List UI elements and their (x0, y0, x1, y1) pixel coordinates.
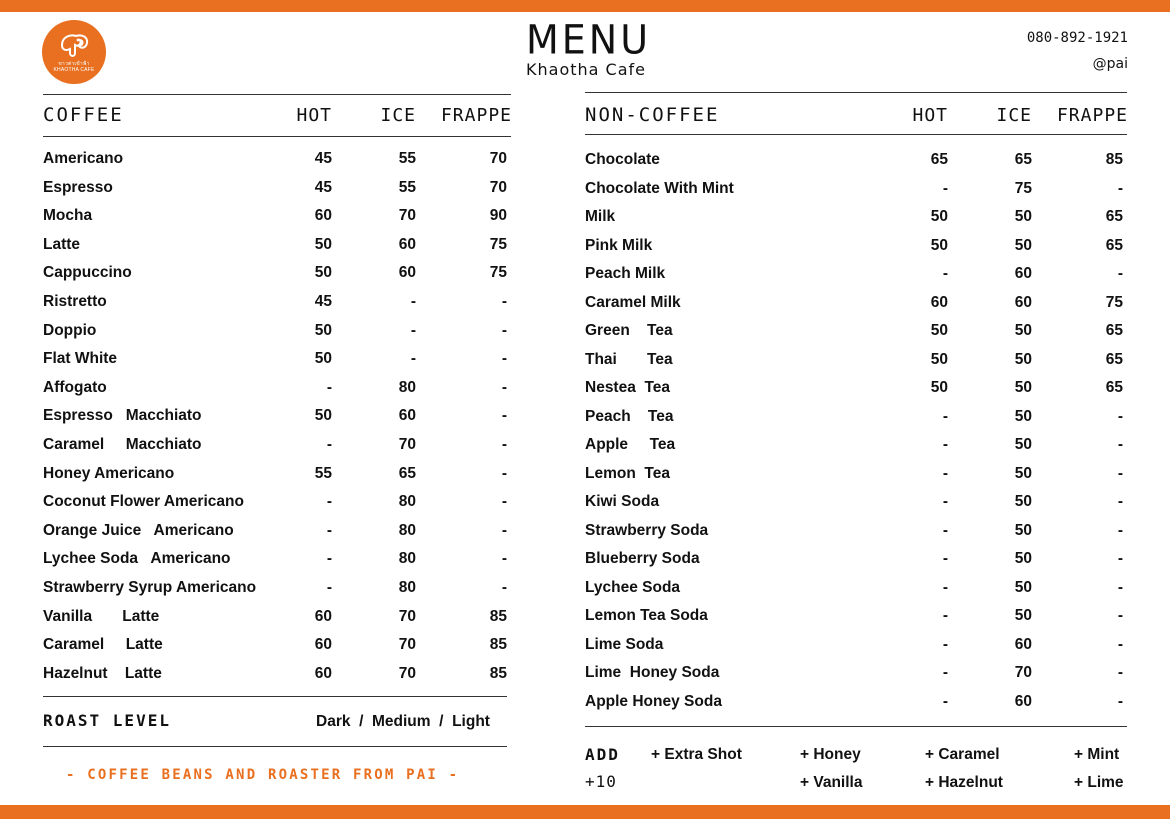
item-name: Orange Juice Americano (43, 521, 234, 539)
price-ice: 70 (398, 436, 416, 453)
price-frappe: 75 (1105, 293, 1123, 311)
addon-honey: + Honey (800, 746, 861, 763)
item-name: Thai Tea (585, 350, 673, 368)
price-frappe: - (1117, 578, 1123, 596)
item-name: Lychee Soda Americano (43, 550, 231, 568)
cafe-name: Khaotha Cafe (526, 60, 646, 79)
menu-item-row (43, 550, 513, 570)
price-ice: 50 (1014, 407, 1032, 425)
item-name: Apple Tea (585, 436, 676, 453)
price-frappe: 65 (1105, 379, 1123, 396)
menu-item-row (585, 151, 1125, 171)
item-name: Chocolate With Mint (585, 179, 734, 197)
menu-item-row (43, 150, 513, 170)
price-frappe: - (1117, 521, 1123, 539)
item-name: Lemon Tea (585, 464, 670, 482)
price-ice: - (410, 321, 416, 339)
price-ice: 75 (1014, 179, 1032, 197)
price-hot: 60 (314, 207, 332, 225)
item-name: Caramel Milk (585, 293, 681, 311)
price-hot: 60 (314, 664, 332, 682)
price-hot: - (326, 521, 332, 539)
price-ice: 60 (398, 235, 416, 253)
price-frappe: - (1117, 635, 1123, 653)
menu-item-row (585, 379, 1125, 399)
item-name: Lemon Tea Soda (585, 607, 708, 624)
price-frappe: - (501, 464, 507, 482)
price-frappe: - (1117, 664, 1123, 681)
top-accent-bar (0, 0, 1170, 12)
price-ice: 50 (1014, 578, 1032, 596)
price-ice: 80 (398, 579, 416, 596)
menu-item-row (585, 522, 1125, 542)
price-hot: - (942, 179, 948, 197)
coffee-heading: COFFEE (43, 104, 124, 126)
roast-bottom-rule (43, 746, 507, 747)
price-hot: 60 (314, 607, 332, 625)
item-name: Doppio (43, 321, 97, 339)
price-hot: 50 (930, 208, 948, 225)
item-name: Chocolate (585, 151, 660, 168)
price-hot: 50 (930, 236, 948, 254)
price-frappe: - (501, 293, 507, 310)
menu-item-row (585, 237, 1125, 257)
price-frappe: - (501, 550, 507, 568)
price-ice: 50 (1014, 379, 1032, 396)
price-hot: - (326, 550, 332, 568)
addon-caramel: + Caramel (925, 746, 1000, 763)
price-hot: - (326, 579, 332, 596)
price-frappe: - (501, 436, 507, 453)
item-name: Espresso Macchiato (43, 407, 202, 425)
price-ice: 50 (1014, 493, 1032, 510)
price-hot: 55 (314, 464, 332, 482)
price-frappe: 70 (489, 178, 507, 196)
item-name: Green Tea (585, 322, 673, 339)
price-ice: 65 (1014, 151, 1032, 168)
menu-item-row (43, 493, 513, 513)
price-ice: 80 (398, 550, 416, 568)
menu-item-row (43, 436, 513, 456)
menu-item-row (585, 265, 1125, 285)
price-ice: 55 (398, 150, 416, 167)
price-hot: 60 (314, 636, 332, 654)
noncoffee-col-ice: ICE (996, 105, 1032, 126)
price-frappe: - (501, 350, 507, 368)
price-frappe: - (501, 521, 507, 539)
price-ice: 60 (1014, 692, 1032, 710)
menu-item-row (585, 436, 1125, 456)
item-name: Lychee Soda (585, 578, 681, 596)
logo-subtext: KHAOTHA CAFE (53, 67, 95, 73)
price-ice: - (410, 350, 416, 368)
price-hot: 50 (930, 379, 948, 396)
logo-text: ขาวต่าเข้าฟ้า (58, 61, 90, 67)
menu-item-row (585, 607, 1125, 627)
menu-item-row (43, 608, 513, 628)
price-hot: - (942, 692, 948, 710)
roast-level-label: ROAST LEVEL (43, 711, 171, 730)
noncoffee-top-rule (585, 92, 1127, 93)
menu-item-row (43, 207, 513, 227)
item-name: Strawberry Syrup Americano (43, 579, 257, 596)
item-name: Strawberry Soda (585, 521, 709, 539)
item-name: Hazelnut Latte (43, 664, 162, 682)
price-frappe: - (1117, 464, 1123, 482)
price-hot: - (942, 607, 948, 624)
price-frappe: - (1117, 436, 1123, 453)
price-frappe: 75 (489, 235, 507, 253)
price-frappe: 70 (489, 150, 507, 167)
noncoffee-col-hot: HOT (912, 105, 948, 126)
price-hot: 50 (314, 350, 332, 368)
price-ice: 60 (398, 264, 416, 282)
item-name: Vanilla Latte (43, 607, 160, 625)
menu-item-row (585, 664, 1125, 684)
price-ice: 70 (398, 207, 416, 225)
roast-level-options: Dark / Medium / Light (316, 713, 490, 730)
price-ice: 70 (398, 664, 416, 682)
item-name: Pink Milk (585, 236, 653, 254)
menu-item-row (585, 322, 1125, 342)
addon-hazelnut: + Hazelnut (925, 774, 1003, 791)
menu-item-row (43, 522, 513, 542)
price-hot: 50 (314, 264, 332, 282)
price-ice: 50 (1014, 236, 1032, 254)
price-ice: 50 (1014, 322, 1032, 339)
coffee-col-hot: HOT (296, 105, 332, 126)
phone-number: 080-892-1921 (1026, 30, 1128, 46)
cafe-logo (42, 20, 106, 84)
item-name: Peach Milk (585, 265, 666, 282)
price-hot: - (942, 493, 948, 510)
price-hot: 50 (314, 235, 332, 253)
coffee-header-rule (43, 136, 511, 137)
item-name: Flat White (43, 350, 118, 368)
item-name: Nestea Tea (585, 379, 671, 396)
menu-item-row (585, 579, 1125, 599)
price-hot: - (326, 436, 332, 453)
item-name: Lime Honey Soda (585, 664, 720, 681)
price-frappe: 75 (489, 264, 507, 282)
noncoffee-col-frappe: FRAPPE (1056, 105, 1128, 126)
item-name: Milk (585, 208, 616, 225)
addon-lime: + Lime (1074, 774, 1124, 791)
item-name: Blueberry Soda (585, 550, 700, 567)
addon-vanilla: + Vanilla (800, 774, 863, 791)
price-hot: - (942, 436, 948, 453)
bottom-accent-bar (0, 805, 1170, 819)
price-hot: 45 (314, 178, 332, 196)
price-frappe: 65 (1105, 350, 1123, 368)
item-name: Lime Soda (585, 635, 664, 653)
price-frappe: - (501, 579, 507, 596)
menu-item-row (43, 636, 513, 656)
price-ice: 60 (398, 407, 416, 425)
coffee-col-frappe: FRAPPE (440, 105, 512, 126)
price-ice: 50 (1014, 550, 1032, 567)
price-hot: - (942, 578, 948, 596)
price-hot: - (942, 550, 948, 567)
price-frappe: - (1117, 692, 1123, 710)
price-ice: 50 (1014, 208, 1032, 225)
coffee-top-rule (43, 94, 511, 95)
price-frappe: 65 (1105, 236, 1123, 254)
price-frappe: - (1117, 179, 1123, 197)
menu-item-row (43, 322, 513, 342)
price-ice: 50 (1014, 350, 1032, 368)
item-name: Americano (43, 150, 124, 167)
beans-note: - COFFEE BEANS AND ROASTER FROM PAI - (66, 767, 460, 783)
item-name: Affogato (43, 378, 107, 396)
price-ice: 55 (398, 178, 416, 196)
menu-item-row (43, 407, 513, 427)
price-hot: - (942, 265, 948, 282)
price-frappe: 85 (1105, 151, 1123, 168)
roast-top-rule (43, 696, 507, 697)
price-ice: 70 (1014, 664, 1032, 681)
price-frappe: - (501, 493, 507, 511)
menu-item-row (585, 465, 1125, 485)
price-hot: - (326, 493, 332, 511)
item-name: Latte (43, 235, 81, 253)
price-hot: 65 (930, 151, 948, 168)
coffee-col-ice: ICE (380, 105, 416, 126)
price-frappe: 65 (1105, 322, 1123, 339)
item-name: Caramel Latte (43, 636, 163, 654)
price-ice: 60 (1014, 265, 1032, 282)
item-name: Coconut Flower Americano (43, 493, 244, 511)
price-hot: - (942, 635, 948, 653)
price-frappe: - (1117, 550, 1123, 567)
price-ice: 70 (398, 636, 416, 654)
addon-extra-shot: + Extra Shot (651, 746, 742, 763)
price-hot: - (942, 664, 948, 681)
item-name: Caramel Macchiato (43, 436, 202, 453)
price-frappe: 85 (489, 664, 507, 682)
item-name: Ristretto (43, 293, 107, 310)
addons-top-rule (585, 726, 1127, 727)
menu-item-row (43, 465, 513, 485)
price-frappe: - (1117, 493, 1123, 510)
price-frappe: 65 (1105, 208, 1123, 225)
price-ice: 80 (398, 493, 416, 511)
menu-item-row (585, 693, 1125, 713)
menu-item-row (43, 579, 513, 599)
menu-item-row (585, 550, 1125, 570)
noncoffee-heading: NON-COFFEE (585, 104, 720, 126)
price-frappe: - (501, 321, 507, 339)
price-frappe: - (1117, 265, 1123, 282)
menu-item-row (585, 294, 1125, 314)
price-frappe: - (501, 378, 507, 396)
menu-title: MENU (526, 16, 652, 64)
price-frappe: - (1117, 407, 1123, 425)
price-frappe: 85 (489, 636, 507, 654)
menu-item-row (585, 180, 1125, 200)
price-frappe: 85 (489, 607, 507, 625)
price-ice: 50 (1014, 607, 1032, 624)
price-ice: 80 (398, 521, 416, 539)
price-hot: - (942, 407, 948, 425)
elephant-icon (56, 31, 92, 61)
price-ice: 65 (398, 464, 416, 482)
menu-item-row (43, 179, 513, 199)
price-ice: 80 (398, 378, 416, 396)
price-frappe: 90 (489, 207, 507, 225)
menu-item-row (585, 493, 1125, 513)
price-frappe: - (1117, 607, 1123, 624)
item-name: Cappuccino (43, 264, 132, 282)
price-hot: - (942, 464, 948, 482)
item-name: Peach Tea (585, 407, 674, 425)
menu-item-row (585, 351, 1125, 371)
item-name: Mocha (43, 207, 93, 225)
price-hot: - (942, 521, 948, 539)
price-hot: 45 (314, 150, 332, 167)
price-ice: 50 (1014, 521, 1032, 539)
menu-item-row (43, 665, 513, 685)
price-hot: 50 (930, 322, 948, 339)
price-hot: 50 (314, 407, 332, 425)
item-name: Kiwi Soda (585, 493, 660, 510)
addons-price: +10 (585, 772, 617, 791)
addon-mint: + Mint (1074, 746, 1120, 763)
social-handle: @pai (1092, 56, 1128, 72)
price-ice: - (410, 293, 416, 310)
price-ice: 50 (1014, 436, 1032, 453)
price-ice: 60 (1014, 635, 1032, 653)
price-frappe: - (501, 407, 507, 425)
price-hot: 60 (930, 293, 948, 311)
item-name: Espresso (43, 178, 113, 196)
menu-item-row (43, 350, 513, 370)
menu-item-row (585, 408, 1125, 428)
addons-label: ADD (585, 745, 620, 764)
item-name: Apple Honey Soda (585, 692, 722, 710)
price-hot: 50 (930, 350, 948, 368)
price-hot: 45 (314, 293, 332, 310)
menu-item-row (43, 236, 513, 256)
menu-item-row (43, 293, 513, 313)
price-hot: - (326, 378, 332, 396)
noncoffee-header-rule (585, 134, 1127, 135)
price-ice: 50 (1014, 464, 1032, 482)
price-hot: 50 (314, 321, 332, 339)
menu-item-row (585, 208, 1125, 228)
menu-item-row (43, 264, 513, 284)
price-ice: 60 (1014, 293, 1032, 311)
item-name: Honey Americano (43, 464, 175, 482)
price-ice: 70 (398, 607, 416, 625)
menu-item-row (43, 379, 513, 399)
menu-item-row (585, 636, 1125, 656)
